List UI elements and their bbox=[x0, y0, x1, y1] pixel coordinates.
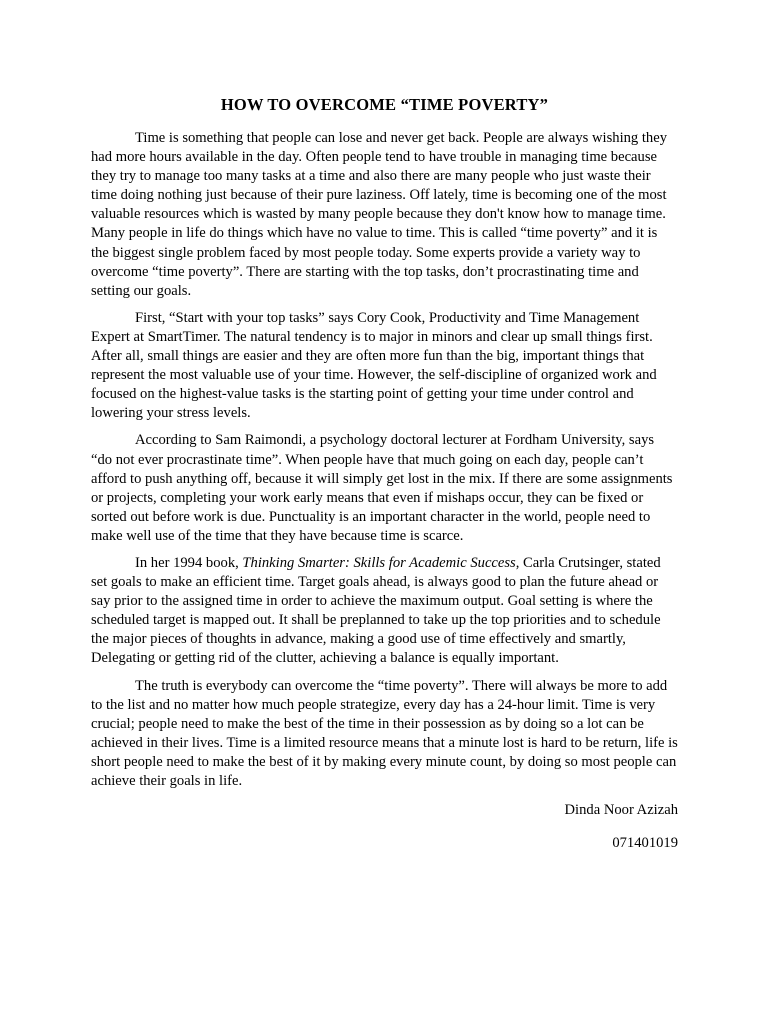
document-page bbox=[91, 94, 678, 853]
paragraph-goals-rest: , Carla Crutsinger, stated set goals to make an efficient time. Target goals ahead, is always good to plan the future ahead or say prior to the assigned time in order to achieve the maximum output. Goal setting is where the scheduled target is mapped out. It shall be preplanned to take up the top priorities and to schedule the major pieces of thoughts in advance, making a good use of time effectively and smartly, Delegating or getting rid of the clutter, achieving a balance is equally important. bbox=[91, 554, 661, 667]
paragraph-conclusion: The truth is everybody can overcome the “time poverty”. There will always be more to add to the list and no matter how much people strategize, every day has a 24-hour limit. Time is very crucial; people need to make the best of the time in their possession as by doing so a lot can be achieved in their lives. Time is a limited resource means that a minute lost is hard to be return, life is short people need to make the best of it by making every minute count, by doing so most people can achieve their goals in life. bbox=[91, 677, 678, 789]
paragraph-intro: Time is something that people can lose and never get back. People are always wishing they had more hours available in the day. Often people tend to have trouble in managing time because they try to manage too many tasks at a time and also there are many people who just waste their time doing nothing just because of their pure laziness. Off lately, time is becoming one of the most valuable resources which is wasted by many people because they don't know how to manage time. Many people in life do things which have no value to time. This is called “time poverty” and it is the biggest single problem faced by most people today. Some experts provide a variety way to overcome “time poverty”. There are starting with the top tasks, don’t procrastinating time and setting our goals. bbox=[91, 130, 668, 299]
paragraph-top-tasks: First, “Start with your top tasks” says Cory Cook, Productivity and Time Management Expert at SmartTimer. The natural tendency is to major in minors and clear up small things first. After all, small things are easier and they are often more fun than the big, important things that represent the most valuable use of your time. However, the self-discipline of organized work and focused on the highest-value tasks is the starting point of getting your time under control and lowering your stress levels. bbox=[91, 309, 657, 422]
author-name: Dinda Noor Azizah bbox=[564, 802, 678, 819]
book-title: Thinking Smarter: Skills for Academic Success bbox=[242, 554, 516, 571]
paragraph-procrastination: According to Sam Raimondi, a psychology doctoral lecturer at Fordham University, says “do not ever procrastinate time”. When people have that much going on each day, people can’t afford to push anything off, because it will simply get lost in the mix. If there are some assignments or projects, completing your work early means that even if mishaps occur, they can be fixed or sorted out before work is due. Punctuality is an important character in the world, people need to make well use of the time that they have because time is scarce. bbox=[91, 432, 673, 544]
paragraph-goals bbox=[91, 554, 678, 669]
paragraph-goals-lead: In her 1994 book, bbox=[135, 554, 243, 571]
document-title: HOW TO OVERCOME “TIME POVERTY” bbox=[220, 95, 549, 114]
student-id: 071401019 bbox=[612, 835, 678, 852]
